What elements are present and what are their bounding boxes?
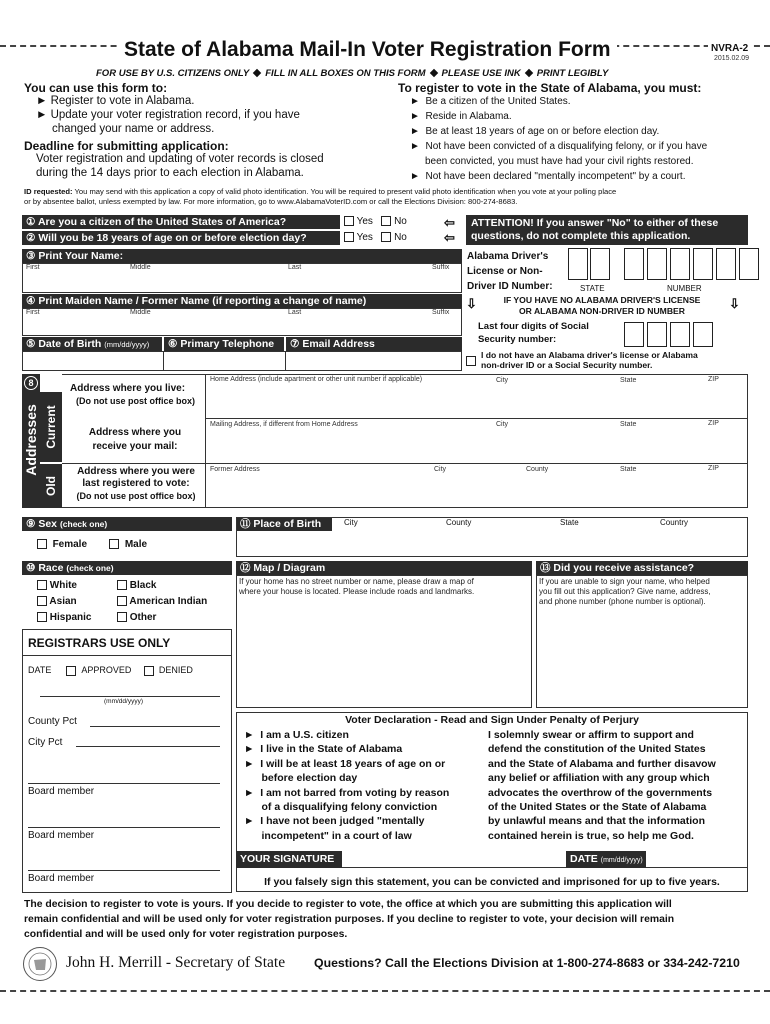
requirement-3: ► Be at least 18 years of age on or before election day.: [410, 126, 660, 137]
signature-field[interactable]: [342, 851, 566, 868]
registrar-date-hint: (mm/dd/yyyy): [104, 698, 143, 705]
footer-questions: Questions? Call the Elections Division at 1-800-274-8683 or 334-242-7210: [314, 956, 740, 970]
no-id-checkbox[interactable]: [466, 352, 476, 370]
name-field[interactable]: [22, 263, 462, 293]
county-caption: County: [526, 466, 549, 473]
deadline-line-1: Voter registration and updating of voter records is closed: [36, 153, 324, 165]
license-state-label: STATE: [580, 284, 605, 293]
license-number-box-3[interactable]: [670, 248, 690, 280]
male-checkbox[interactable]: [109, 539, 119, 549]
deadline-heading: Deadline for submitting application:: [24, 139, 229, 153]
board-member-line-3[interactable]: [28, 870, 220, 871]
former-first-label: First: [26, 309, 40, 316]
divider: [22, 655, 232, 656]
state-caption: State: [620, 421, 637, 428]
use-item-2-cont: changed your name or address.: [52, 123, 215, 135]
dob-phone-email-field[interactable]: [22, 351, 462, 371]
black-checkbox[interactable]: [117, 580, 127, 590]
no-po-box-note: (Do not use post office box): [76, 396, 195, 406]
registrars-title: REGISTRARS USE ONLY: [28, 636, 171, 650]
board-member-label-3: Board member: [28, 873, 95, 884]
race-options-left: White Asian Hispanic: [37, 578, 91, 626]
approved-checkbox[interactable]: [66, 666, 76, 676]
former-suffix-label: Suffix: [432, 309, 450, 316]
state-seal-icon: [22, 946, 58, 982]
ssn-box-4[interactable]: [693, 322, 713, 347]
license-number-box-2[interactable]: [647, 248, 667, 280]
no-license-note: IF YOU HAVE NO ALABAMA DRIVER'S LICENSE OR ALABAMA NON-DRIVER ID NUMBER: [503, 295, 701, 316]
registrar-status: DATE APPROVED DENIED: [28, 665, 193, 675]
form-subheader: FOR USE BY U.S. CITIZENS ONLY FILL IN ALL BOXES ON THIS FORM PLEASE USE INK PRINT LEGIBLY: [96, 68, 609, 79]
email-header: ⑦ Email Address: [286, 337, 462, 351]
race-options-right: Black American Indian Other: [117, 578, 207, 626]
state-caption: State: [620, 377, 637, 384]
registrar-date-line[interactable]: [40, 696, 220, 697]
divider: [163, 351, 164, 371]
age-no-checkbox[interactable]: [381, 232, 391, 242]
zip-caption: ZIP: [708, 465, 719, 472]
former-address-field[interactable]: [206, 464, 748, 508]
former-name-field[interactable]: [22, 308, 462, 336]
other-race-checkbox[interactable]: [117, 612, 127, 622]
oath-text: I solemnly swear or affirm to support and defend the constitution of the United States and the State of Alabama and further disavow any belief or affiliation with any group which advocates the overthrow of the governments of the United States or the State of Alabama by unlawful means and that the information contained herein is true, so help me God.: [488, 729, 716, 842]
license-state-box-1[interactable]: [568, 248, 588, 280]
hispanic-checkbox[interactable]: [37, 612, 47, 622]
requirement-4-cont: been convicted, you must have had your civil rights restored.: [425, 156, 694, 167]
signature-label: YOUR SIGNATURE: [236, 851, 342, 868]
phone-header: ⑥ Primary Telephone: [164, 337, 284, 351]
form-code: NVRA-2: [708, 43, 751, 54]
birth-city-caption: City: [344, 518, 358, 527]
form-title: State of Alabama Mail-In Voter Registration Form: [118, 38, 617, 62]
id-requested-note: ID requested: You may send with this application a copy of valid photo identification. You will be required to present valid photo identification when you vote at your polling place or by absentee ballot, unless exempted by law. For more information, go to www.AlabamaVoterID.com or call the Elections Division: 800-274-8683.: [24, 187, 617, 206]
declaration-bullets: ► I am a U.S. citizen ► I live in the State of Alabama ► I will be at least 18 years of age on or before election day ► I am not barred from voting by reason of a disqualifying felony conviction ► I have not been judged "mentally incompetent" in a court of law: [244, 729, 450, 842]
ssn-box-2[interactable]: [647, 322, 667, 347]
attention-box: ATTENTION! If you answer "No" to either of these questions, do not complete this application.: [466, 215, 748, 245]
denied-checkbox[interactable]: [144, 666, 154, 676]
use-item-1: ► Register to vote in Alabama.: [36, 95, 195, 107]
map-header: ⑫ Map / Diagram: [236, 561, 532, 575]
american-indian-checkbox[interactable]: [117, 596, 127, 606]
home-address-label: Address where you live:: [70, 383, 186, 394]
mailing-address-label: Address where you receive your mail:: [88, 427, 182, 452]
citizen-question: ① Are you a citizen of the United States of America?: [22, 215, 340, 229]
board-member-label-2: Board member: [28, 830, 95, 841]
last-name-label: Last: [288, 264, 302, 271]
zip-caption: ZIP: [708, 420, 719, 427]
sex-options: Female Male: [37, 539, 147, 550]
requirement-4: ► Not have been convicted of a disqualifying felony, or if you have: [410, 141, 708, 152]
no-id-label: I do not have an Alabama driver's license or Alabama non-driver ID or a Social Security number.: [481, 350, 698, 370]
age-question: ② Will you be 18 years of age on or before election day?: [22, 231, 340, 245]
asian-checkbox[interactable]: [37, 596, 47, 606]
arrow-down-icon: ⇩: [466, 296, 477, 311]
addresses-number: 8: [24, 376, 38, 390]
suffix-label: Suffix: [432, 264, 450, 271]
board-member-label-1: Board member: [28, 786, 95, 797]
secretary-name: John H. Merrill - Secretary of State: [66, 954, 286, 971]
license-number-label: NUMBER: [667, 284, 702, 293]
middle-name-label: Middle: [130, 264, 151, 271]
home-address-caption: Home Address (include apartment or other unit number if applicable): [210, 376, 423, 383]
birth-country-caption: Country: [660, 518, 689, 527]
license-number-box-4[interactable]: [693, 248, 713, 280]
birth-county-caption: County: [446, 518, 472, 527]
divider: [285, 351, 286, 371]
name-header: ③ Print Your Name:: [22, 249, 462, 263]
requirement-2: ► Reside in Alabama.: [410, 111, 512, 122]
use-item-2: ► Update your voter registration record, if you have: [36, 109, 300, 121]
map-help: If your home has no street number or name, please draw a map of where your house is located. Please include roads and landmarks.: [239, 577, 475, 596]
license-number-box-1[interactable]: [624, 248, 644, 280]
license-label: Alabama Driver's License or Non- Driver ID Number:: [467, 251, 553, 292]
signature-date-field[interactable]: [646, 851, 748, 868]
first-name-label: First: [26, 264, 40, 271]
city-pct-line[interactable]: [76, 746, 220, 747]
former-address-label: Address where you were last registered to vote: (Do not use post office box): [76, 466, 196, 501]
assistance-help: If you are unable to sign your name, who helped you fill out this application? Give name, address, and phone number (phone number is optional).: [539, 577, 711, 606]
city-caption: City: [434, 466, 447, 473]
ssn-box-3[interactable]: [670, 322, 690, 347]
state-caption: State: [620, 466, 637, 473]
citizen-no-checkbox[interactable]: [381, 216, 391, 226]
assistance-header: ⑬ Did you receive assistance?: [536, 561, 748, 575]
current-label: Current: [44, 405, 58, 449]
sex-header: ⑨ Sex (check one): [22, 517, 232, 531]
license-number-box-5[interactable]: [716, 248, 736, 280]
birth-state-caption: State: [560, 518, 579, 527]
use-heading: You can use this form to:: [24, 81, 168, 95]
addresses-label: Addresses: [23, 404, 39, 476]
board-member-line-2[interactable]: [28, 827, 220, 828]
zip-caption: ZIP: [708, 376, 719, 383]
former-middle-label: Middle: [130, 309, 151, 316]
female-checkbox[interactable]: [37, 539, 47, 549]
declaration-title: Voter Declaration - Read and Sign Under Penalty of Perjury: [345, 714, 639, 726]
perjury-warning: If you falsely sign this statement, you can be convicted and imprisoned for up to five years.: [264, 876, 720, 888]
white-checkbox[interactable]: [37, 580, 47, 590]
age-yes-checkbox[interactable]: [344, 232, 354, 242]
ssn-label: Last four digits of Social Security number:: [478, 321, 589, 345]
citizen-answers: Yes No: [344, 216, 407, 227]
license-number-box-6[interactable]: [739, 248, 759, 280]
requirements-heading: To register to vote in the State of Alabama, you must:: [398, 81, 702, 95]
former-address-caption: Former Address: [210, 466, 260, 473]
deadline-line-2: during the 14 days prior to each election in Alabama.: [36, 167, 304, 179]
age-answers: Yes No: [344, 232, 407, 243]
citizen-yes-checkbox[interactable]: [344, 216, 354, 226]
dob-header: ⑤ Date of Birth (mm/dd/yyyy): [22, 337, 162, 352]
arrow-left-icon: ⇦: [444, 230, 455, 245]
requirement-1: ► Be a citizen of the United States.: [410, 96, 571, 107]
old-label: Old: [44, 476, 58, 496]
signature-date-label: DATE (mm/dd/yyyy): [566, 851, 646, 868]
license-state-box-2[interactable]: [590, 248, 610, 280]
city-caption: City: [496, 377, 509, 384]
former-name-header: ④ Print Maiden Name / Former Name (if reporting a change of name): [22, 294, 462, 308]
ssn-box-1[interactable]: [624, 322, 644, 347]
arrow-left-icon: ⇦: [444, 215, 455, 230]
form-date: 2015.02.09: [714, 55, 750, 62]
county-pct-line[interactable]: [90, 726, 220, 727]
birthplace-header: ⑪ Place of Birth: [236, 517, 332, 531]
city-pct-label: City Pct: [28, 737, 63, 748]
arrow-down-icon: ⇩: [729, 296, 740, 311]
decision-statement: The decision to register to vote is yours. If you decide to register to vote, the office at which you are submitting this application will remain confidential and will be used only for voter registration purposes. If you decline to register to vote, your decision will remain confidential and will be used only for voter registration purposes.: [24, 899, 675, 940]
bottom-cut-line: [0, 990, 770, 992]
city-caption: City: [496, 421, 509, 428]
race-header: ⑩ Race (check one): [22, 561, 232, 575]
former-last-label: Last: [288, 309, 302, 316]
mailing-address-caption: Mailing Address, if different from Home Address: [210, 421, 358, 428]
county-pct-label: County Pct: [28, 716, 77, 727]
board-member-line-1[interactable]: [28, 783, 220, 784]
requirement-5: ► Not have been declared "mentally incompetent" by a court.: [410, 171, 686, 182]
